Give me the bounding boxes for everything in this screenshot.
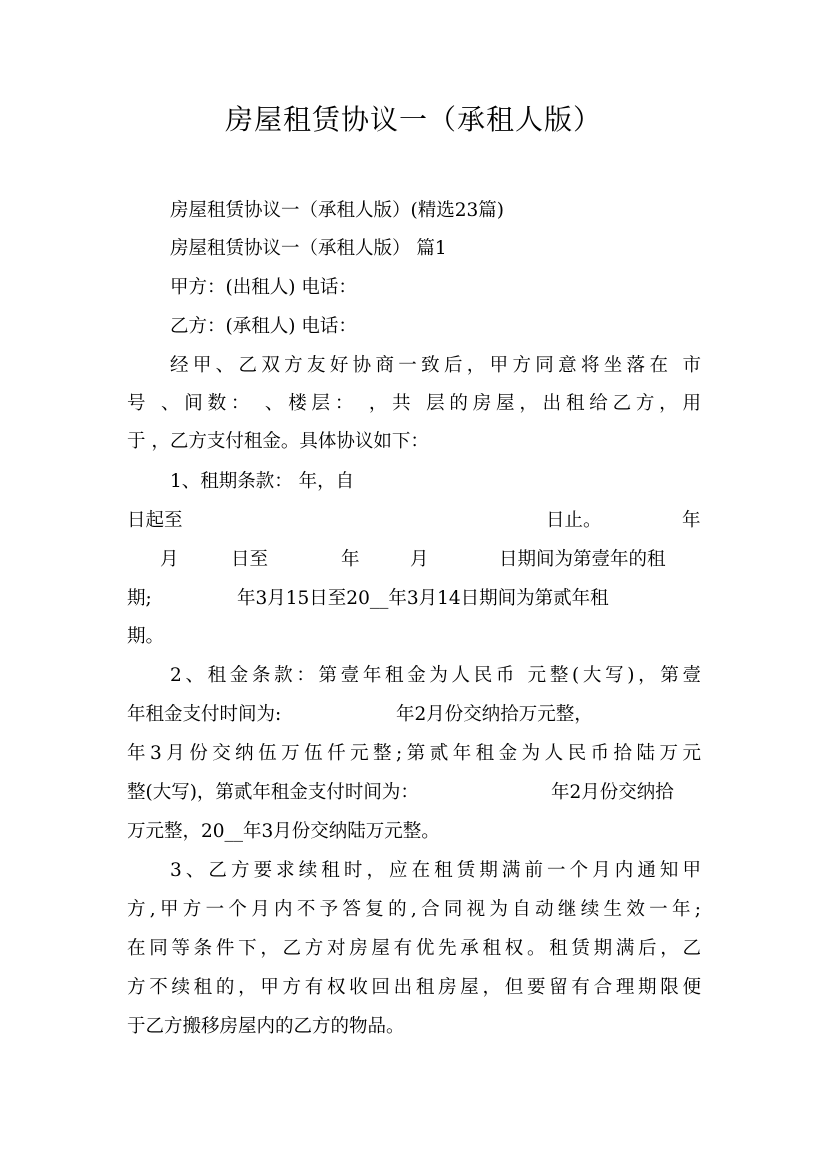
text-run: 经甲、乙双方友好协商一致后，甲方同意将坐落在 市	[170, 355, 706, 376]
text-run: 方,甲方一个月内不予答复的,合同视为自动继续生效一年;	[127, 899, 706, 920]
paragraph-line: 于乙方搬移房屋内的乙方的物品。	[127, 1016, 405, 1037]
party-b-line: 乙方：(承租人) 电话：	[170, 316, 357, 337]
paragraph-line	[127, 896, 706, 924]
paragraph-line	[127, 390, 706, 418]
clause-3-line	[170, 857, 706, 885]
text-run: 在同等条件下，乙方对房屋有优先承租权。租赁期满后，乙	[127, 938, 705, 959]
text-run: 方不续租的，甲方有权收回出租房屋，但要留有合理期限便	[127, 977, 705, 998]
paragraph-line	[127, 935, 705, 963]
paragraph-line: 万元整，20__年3月份交纳陆万元整。	[127, 821, 440, 842]
text-run: 3、乙方要求续租时，应在租赁期满前一个月内通知甲	[170, 860, 706, 881]
text-run: 月	[160, 549, 179, 570]
text-run: 年3月15日至20__年3月14日期间为第贰年租	[237, 588, 609, 609]
text-run: 年租金支付时间为:	[127, 704, 282, 725]
text-run: 号 、间数： 、楼层： ，共 层的房屋，出租给乙方，用	[127, 393, 706, 414]
document-title: 房屋租赁协议一（承租人版）	[224, 103, 602, 136]
text-run: 年	[682, 510, 701, 531]
paragraph-line	[127, 740, 706, 768]
clause-1-heading: 1、租期条款： 年，自	[170, 471, 355, 492]
text-run: 2、租金条款：第壹年租金为人民币 元整(大写)，第壹	[170, 665, 705, 686]
text-run: 期;	[127, 588, 152, 609]
subtitle-line: 房屋租赁协议一（承租人版）(精选23篇)	[170, 200, 504, 221]
paragraph-line	[127, 974, 705, 1002]
text-run: 年3月份交纳伍万伍仟元整;第贰年租金为人民币拾陆万元	[127, 743, 706, 764]
text-run: 日至	[231, 549, 269, 570]
text-run: 年2月份交纳拾	[551, 782, 674, 803]
section-heading: 房屋租赁协议一（承租人版） 篇1	[170, 238, 447, 259]
text-run: 年2月份交纳拾万元整，	[396, 704, 593, 725]
paragraph-line: 于 ，乙方支付租金。具体协议如下：	[127, 431, 429, 452]
text-run: 月	[410, 549, 429, 570]
party-a-line: 甲方：(出租人) 电话：	[170, 277, 357, 298]
text-run: 日起至	[127, 510, 183, 531]
text-run: 整(大写)，第贰年租金支付时间为：	[127, 782, 419, 803]
text-run: 日期间为第壹年的租	[499, 549, 666, 570]
clause-2-line	[170, 662, 705, 690]
paragraph-line	[170, 352, 706, 380]
text-run: 年	[341, 549, 360, 570]
paragraph-line: 期。	[127, 626, 165, 647]
text-run: 日止。	[546, 510, 602, 531]
